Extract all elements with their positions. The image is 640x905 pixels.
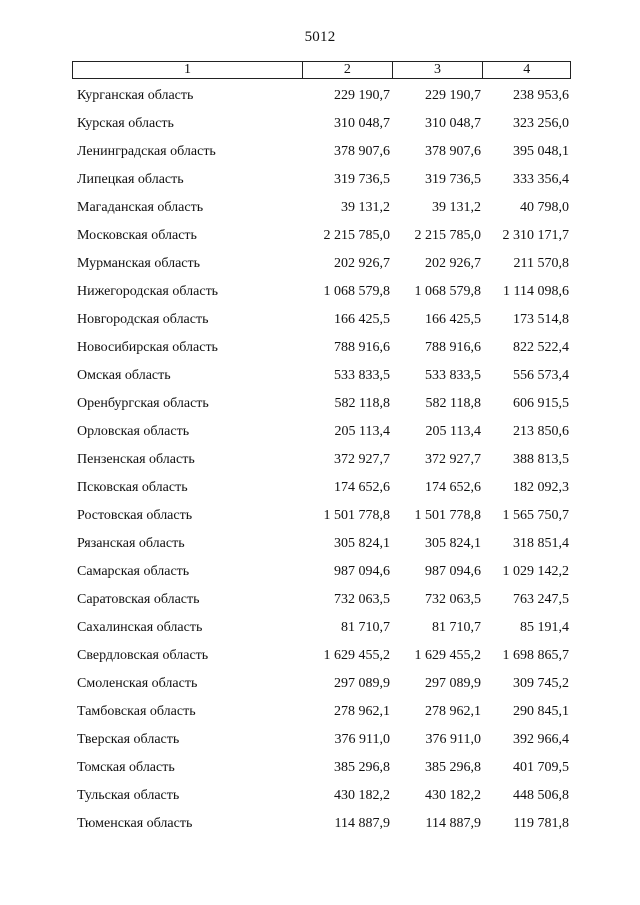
value-column-3: 305 824,1	[425, 536, 481, 551]
table-row	[0, 222, 640, 250]
column-header-1: 1	[73, 62, 303, 78]
region-name: Пензенская область	[77, 452, 195, 467]
value-column-3: 582 118,8	[425, 396, 481, 411]
region-name: Ленинградская область	[77, 144, 216, 159]
value-column-4: 238 953,6	[513, 88, 569, 103]
value-column-3: 229 190,7	[425, 88, 481, 103]
value-column-4: 2 310 171,7	[502, 228, 569, 243]
value-column-2: 788 916,6	[334, 340, 390, 355]
table-row	[0, 138, 640, 166]
value-column-2: 114 887,9	[334, 816, 390, 831]
page-number: 5012	[304, 29, 336, 45]
region-name: Самарская область	[77, 564, 190, 579]
table-row	[0, 110, 640, 138]
value-column-3: 310 048,7	[425, 116, 481, 131]
region-name: Нижегородская область	[77, 284, 219, 299]
value-column-2: 1 629 455,2	[323, 648, 390, 663]
value-column-4: 556 573,4	[513, 368, 569, 383]
value-column-3: 1 501 778,8	[414, 508, 481, 523]
region-name: Саратовская область	[77, 592, 200, 607]
column-header-3: 3	[393, 62, 484, 78]
table-row	[0, 250, 640, 278]
value-column-4: 1 114 098,6	[503, 284, 569, 299]
value-column-3: 81 710,7	[432, 620, 481, 635]
value-column-2: 376 911,0	[334, 732, 390, 747]
value-column-3: 533 833,5	[425, 368, 481, 383]
table-row	[0, 726, 640, 754]
value-column-3: 39 131,2	[432, 200, 481, 215]
value-column-3: 205 113,4	[425, 424, 481, 439]
region-name: Омская область	[77, 368, 171, 383]
value-column-4: 333 356,4	[513, 172, 569, 187]
value-column-2: 430 182,2	[334, 788, 390, 803]
table-row	[0, 586, 640, 614]
value-column-2: 310 048,7	[334, 116, 390, 131]
value-column-2: 2 215 785,0	[323, 228, 390, 243]
region-name: Тверская область	[77, 732, 180, 747]
value-column-4: 395 048,1	[513, 144, 569, 159]
value-column-4: 1 029 142,2	[502, 564, 569, 579]
value-column-3: 430 182,2	[425, 788, 481, 803]
value-column-2: 582 118,8	[334, 396, 390, 411]
region-name: Оренбургская область	[77, 396, 209, 411]
value-column-2: 229 190,7	[334, 88, 390, 103]
value-column-4: 211 570,8	[513, 256, 569, 271]
table-row	[0, 530, 640, 558]
region-name: Новосибирская область	[77, 340, 218, 355]
region-name: Магаданская область	[77, 200, 204, 215]
value-column-3: 385 296,8	[425, 760, 481, 775]
region-name: Рязанская область	[77, 536, 185, 551]
value-column-4: 392 966,4	[513, 732, 569, 747]
table-row	[0, 418, 640, 446]
column-header-2: 2	[303, 62, 393, 78]
value-column-3: 174 652,6	[425, 480, 481, 495]
region-name: Орловская область	[77, 424, 190, 439]
table-row	[0, 362, 640, 390]
value-column-2: 205 113,4	[334, 424, 390, 439]
value-column-2: 372 927,7	[334, 452, 390, 467]
value-column-3: 319 736,5	[425, 172, 481, 187]
value-column-2: 305 824,1	[334, 536, 390, 551]
value-column-2: 278 962,1	[334, 704, 390, 719]
value-column-3: 1 629 455,2	[414, 648, 481, 663]
table-row	[0, 670, 640, 698]
value-column-4: 822 522,4	[513, 340, 569, 355]
value-column-4: 119 781,8	[513, 816, 569, 831]
value-column-4: 388 813,5	[513, 452, 569, 467]
value-column-3: 987 094,6	[425, 564, 481, 579]
value-column-4: 1 698 865,7	[502, 648, 569, 663]
value-column-2: 319 736,5	[334, 172, 390, 187]
value-column-3: 1 068 579,8	[414, 284, 481, 299]
value-column-4: 763 247,5	[513, 592, 569, 607]
value-column-2: 166 425,5	[334, 312, 390, 327]
region-name: Псковская область	[77, 480, 188, 495]
value-column-4: 318 851,4	[513, 536, 569, 551]
region-name: Тюменская область	[77, 816, 193, 831]
table-row	[0, 82, 640, 110]
value-column-4: 448 506,8	[513, 788, 569, 803]
value-column-4: 309 745,2	[513, 676, 569, 691]
value-column-3: 2 215 785,0	[414, 228, 481, 243]
value-column-2: 297 089,9	[334, 676, 390, 691]
value-column-2: 987 094,6	[334, 564, 390, 579]
value-column-2: 533 833,5	[334, 368, 390, 383]
table-row	[0, 278, 640, 306]
region-name: Ростовская область	[77, 508, 193, 523]
table-row	[0, 306, 640, 334]
value-column-2: 202 926,7	[334, 256, 390, 271]
value-column-2: 732 063,5	[334, 592, 390, 607]
value-column-2: 378 907,6	[334, 144, 390, 159]
value-column-4: 173 514,8	[513, 312, 569, 327]
table-body	[0, 82, 640, 838]
table-row	[0, 642, 640, 670]
region-name: Мурманская область	[77, 256, 201, 271]
region-name: Смоленская область	[77, 676, 198, 691]
value-column-3: 376 911,0	[425, 732, 481, 747]
value-column-2: 81 710,7	[341, 620, 390, 635]
region-name: Липецкая область	[77, 172, 184, 187]
value-column-3: 297 089,9	[425, 676, 481, 691]
region-name: Курганская область	[77, 88, 194, 103]
value-column-3: 114 887,9	[425, 816, 481, 831]
region-name: Томская область	[77, 760, 175, 775]
table-row	[0, 810, 640, 838]
table-row	[0, 166, 640, 194]
value-column-4: 401 709,5	[513, 760, 569, 775]
value-column-4: 182 092,3	[513, 480, 569, 495]
table-row	[0, 558, 640, 586]
region-name: Московская область	[77, 228, 197, 243]
table-row	[0, 754, 640, 782]
value-column-2: 174 652,6	[334, 480, 390, 495]
value-column-4: 1 565 750,7	[502, 508, 569, 523]
table-row	[0, 698, 640, 726]
value-column-4: 290 845,1	[513, 704, 569, 719]
value-column-3: 278 962,1	[425, 704, 481, 719]
table-row	[0, 614, 640, 642]
value-column-4: 40 798,0	[520, 200, 569, 215]
region-name: Тамбовская область	[77, 704, 196, 719]
value-column-2: 385 296,8	[334, 760, 390, 775]
value-column-2: 1 068 579,8	[323, 284, 390, 299]
value-column-3: 372 927,7	[425, 452, 481, 467]
table-row	[0, 334, 640, 362]
region-name: Свердловская область	[77, 648, 209, 663]
value-column-4: 213 850,6	[513, 424, 569, 439]
region-name: Курская область	[77, 116, 174, 131]
table-row	[0, 194, 640, 222]
value-column-4: 606 915,5	[513, 396, 569, 411]
value-column-2: 39 131,2	[341, 200, 390, 215]
value-column-3: 732 063,5	[425, 592, 481, 607]
value-column-2: 1 501 778,8	[323, 508, 390, 523]
value-column-4: 85 191,4	[520, 620, 569, 635]
table-row	[0, 502, 640, 530]
table-row	[0, 782, 640, 810]
column-header-4: 4	[523, 62, 531, 77]
value-column-3: 166 425,5	[425, 312, 481, 327]
region-name: Новгородская область	[77, 312, 209, 327]
table-header	[72, 61, 571, 79]
region-name: Тульская область	[77, 788, 180, 803]
value-column-4: 323 256,0	[513, 116, 569, 131]
value-column-3: 202 926,7	[425, 256, 481, 271]
region-name: Сахалинская область	[77, 620, 203, 635]
table-row	[0, 390, 640, 418]
value-column-3: 788 916,6	[425, 340, 481, 355]
table-row	[0, 446, 640, 474]
table-row	[0, 474, 640, 502]
value-column-3: 378 907,6	[425, 144, 481, 159]
